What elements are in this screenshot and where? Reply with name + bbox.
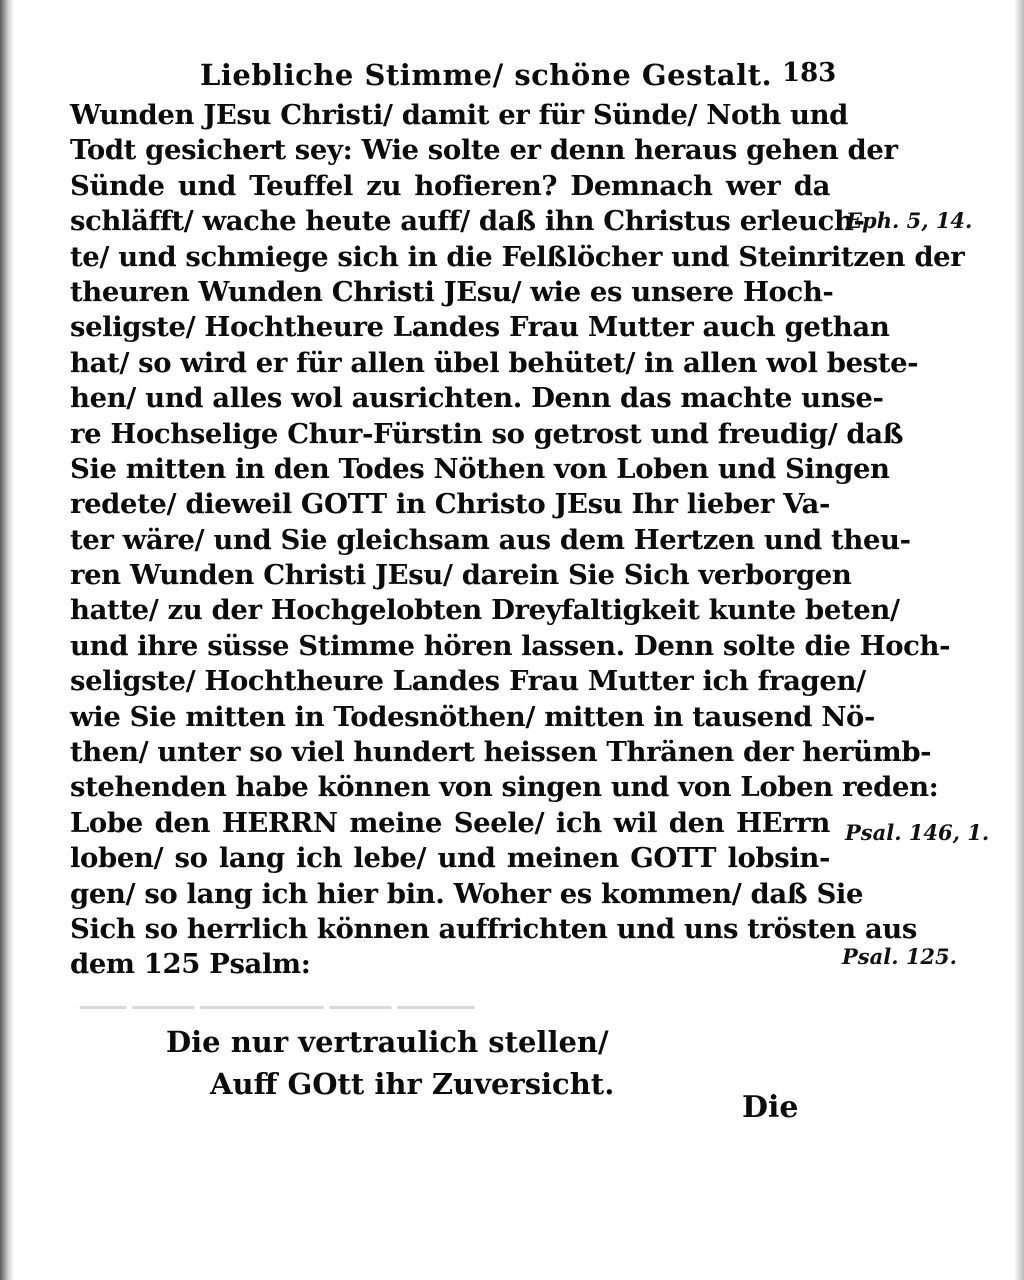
text-line: Sie mitten in den Todes Nöthen von Loben und Singen [70, 452, 890, 485]
margin-note-reference: Psal. 125. [842, 944, 957, 969]
text-line: Todt gesichert sey: Wie solte er denn heraus gehen der [70, 134, 898, 167]
verse-line: Auff GOtt ihr Zuversicht. [210, 1066, 615, 1101]
text-line: redete/ dieweil GOTT in Christo JEsu Ihr lieber Va- [70, 488, 830, 521]
text-line: hat/ so wird er für allen übel behütet/ in allen wol beste- [70, 346, 919, 379]
text-line: gen/ so lang ich hier bin. Woher es kommen/ daß Sie [70, 877, 864, 910]
running-title: Liebliche Stimme/ schöne Gestalt. [200, 58, 773, 92]
text-line: ren Wunden Christi JEsu/ darein Sie Sich verborgen [70, 559, 852, 592]
scan-edge-right [1014, 0, 1024, 1280]
text-line: then/ unter so viel hundert heissen Thränen der herümb- [70, 736, 932, 769]
text-line: loben/ so lang ich lebe/ und meinen GOTT lobsin- [70, 842, 830, 875]
running-header [70, 58, 837, 98]
scan-edge-left [0, 0, 14, 1280]
text-line: hen/ und alles wol ausrichten. Denn das machte unse- [70, 382, 884, 415]
bleed-through-marks: ▁▁▁ ▁▁▁▁ ▁▁▁▁▁▁▁▁ ▁▁▁▁ ▁▁▁▁▁ [80, 985, 475, 1009]
text-line: Wunden JEsu Christi/ damit er für Sünde/ Noth und [70, 99, 849, 131]
margin-note-reference: Eph. 5, 14. [846, 208, 973, 233]
text-line: schläfft/ wache heute auff/ daß ihn Christus erleuch- [70, 205, 865, 238]
text-line: hatte/ zu der Hochgelobten Dreyfaltigkeit kunte beten/ [70, 594, 900, 627]
text-line: te/ und schmiege sich in die Felßlöcher und Steinritzen der [70, 240, 965, 273]
margin-note-reference: Psal. 146, 1. [845, 820, 990, 845]
page-number: 183 [782, 58, 837, 88]
text-line: re Hochselige Chur-Fürstin so getrost und freudig/ daß [70, 417, 904, 450]
text-line: Lobe den HERRN meine Seele/ ich wil den HErrn [70, 806, 830, 839]
verse-quote [70, 1021, 830, 1105]
catchword: Die [742, 1090, 799, 1125]
text-line: seligste/ Hochtheure Landes Frau Mutter auch gethan [70, 311, 890, 344]
text-line: Sich so herrlich können auffrichten und uns trösten aus [70, 912, 917, 945]
text-line: wie Sie mitten in Todesnöthen/ mitten in tausend Nö- [70, 700, 876, 733]
text-line: theuren Wunden Christi JEsu/ wie es unsere Hoch- [70, 275, 834, 308]
text-line: und ihre süsse Stimme hören lassen. Denn solte die Hoch- [70, 629, 951, 662]
text-line: ter wäre/ und Sie gleichsam aus dem Hertzen und theu- [70, 523, 911, 556]
text-line: stehenden habe können von singen und von Loben reden: [70, 771, 939, 804]
text-line: seligste/ Hochtheure Landes Frau Mutter ich fragen/ [70, 665, 866, 698]
verse-line: Die nur vertraulich stellen/ [166, 1024, 609, 1059]
text-line: Sünde und Teuffel zu hofieren? Demnach wer da [70, 169, 830, 202]
text-line: dem 125 Psalm: [70, 948, 311, 981]
